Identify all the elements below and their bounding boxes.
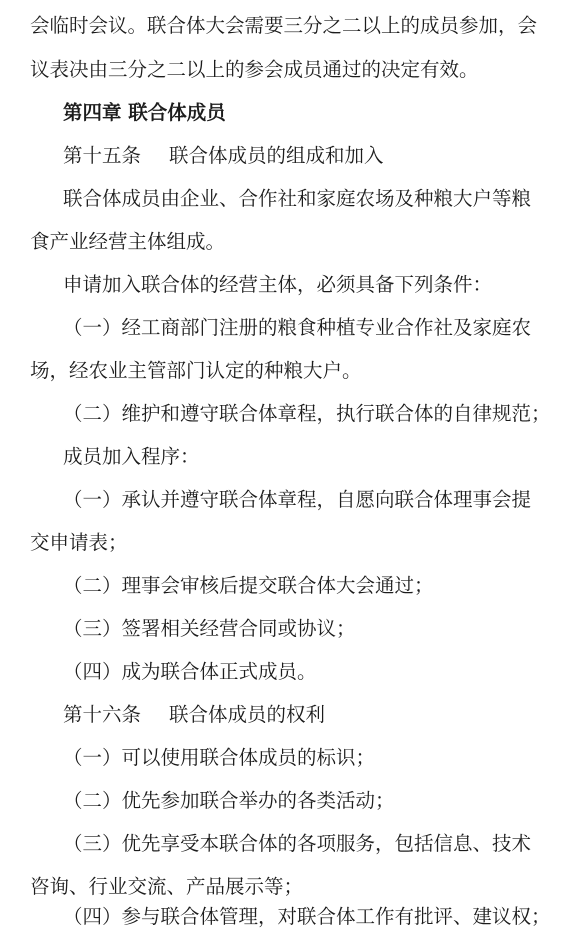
article-heading [63,703,587,727]
list-item: （三）优先享受本联合体的各项服务，包括信息、技术 [63,832,532,855]
list-item: （一）承认并遵守联合体章程，自愿向联合体理事会提 [63,488,532,511]
body-line: 咨询、行业交流、产品展示等； [30,875,304,898]
article-number: 第十五条 [63,144,142,167]
body-line: 申请加入联合体的经营主体，必须具备下列条件： [63,273,493,296]
chapter-heading: 第四章 联合体成员 [63,101,226,124]
list-item: （一）可以使用联合体成员的标识； [63,746,376,769]
list-item: （四）参与联合体管理，对联合体工作有批评、建议权； [63,905,551,928]
list-item: （二）理事会审核后提交联合体大会通过； [63,574,434,597]
article-title: 联合体成员的组成和加入 [169,144,384,167]
article-number: 第十六条 [63,703,142,726]
article-heading [63,144,587,168]
body-line: 联合体成员由企业、合作社和家庭农场及种粮大户等粮 [63,187,532,210]
article-title: 联合体成员的权利 [169,703,326,726]
body-line: 食产业经营主体组成。 [30,230,226,253]
body-line: 议表决由三分之二以上的参会成员通过的决定有效。 [30,58,479,81]
body-line: 交申请表； [30,531,128,554]
list-item: （二）优先参加联合举办的各类活动； [63,789,395,812]
list-item: （二）维护和遵守联合体章程，执行联合体的自律规范； [63,402,551,425]
list-item: （四）成为联合体正式成员。 [63,660,317,683]
body-line: 场，经农业主管部门认定的种粮大户。 [30,359,362,382]
body-line: 会临时会议。联合体大会需要三分之二以上的成员参加，会 [30,14,538,37]
list-item: （三）签署相关经营合同或协议； [63,617,356,640]
list-item: （一）经工商部门注册的粮食种植专业合作社及家庭农 [63,316,532,339]
body-line: 成员加入程序： [63,445,200,468]
